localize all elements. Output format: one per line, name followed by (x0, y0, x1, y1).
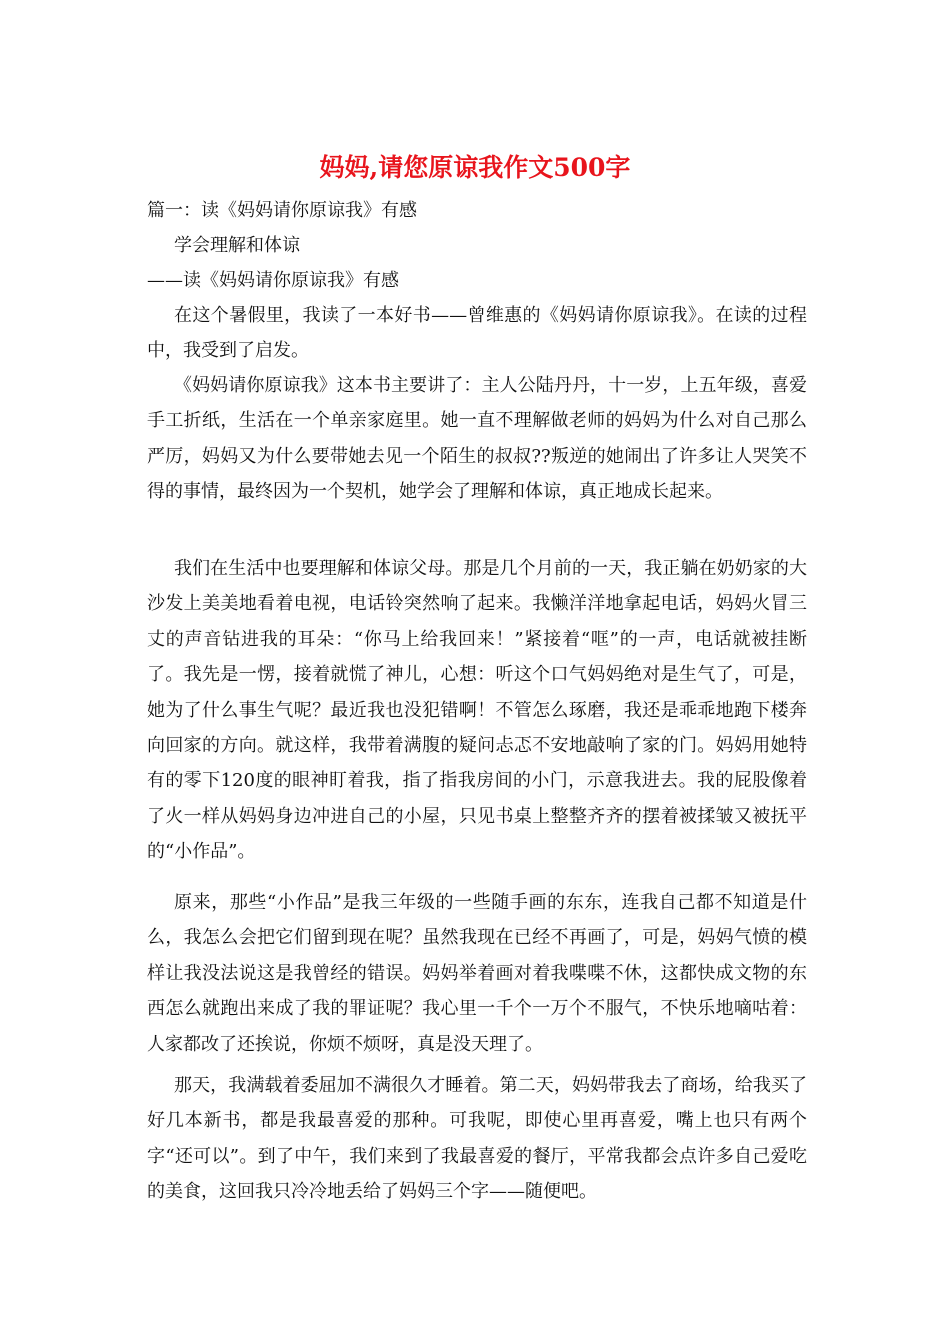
body-paragraph: 那天，我满载着委屈加不满很久才睡着。第二天，妈妈带我去了商场，给我买了好几本新书，都是我最喜爱的那种。可我呢，即使心里再喜爱，嘴上也只有两个字“还可以”。到了中午，我们来到了我最喜爱的餐厅，平常我都会点许多自己爱吃的美食，这回我只冷冷地丢给了妈妈三个字——随便吧。 (147, 1075, 807, 1203)
body-paragraph: 我们在生活中也要理解和体谅父母。那是几个月前的一天，我正躺在奶奶家的大沙发上美美地看着电视，电话铃突然响了起来。我懒洋洋地拿起电话，妈妈火冒三丈的声音钻进我的耳朵：“你马上给我回来！”紧接着“哐”的一声，电话就被挂断了。我先是一愣，接着就慌了神儿，心想：听这个口气妈妈绝对是生气了，可是，她为了什么事生气呢？最近我也没犯错啊！不管怎么琢磨，我还是乖乖地跑下楼奔向回家的方向。就这样，我带着满腹的疑问忐忑不安地敲响了家的门。妈妈用她特有的零下120度的眼神盯着我，指了指我房间的小门，示意我进去。我的屁股像着了火一样从妈妈身边冲进自己的小屋，只见书桌上整整齐齐的摆着被揉皱又被抚平的“小作品”。 (147, 558, 807, 863)
body-paragraph: 原来，那些“小作品”是我三年级的一些随手画的东东，连我自己都不知道是什么，我怎么会把它们留到现在呢？虽然我现在已经不再画了，可是，妈妈气愤的模样让我没法说这是我曾经的错误。妈妈举着画对着我喋喋不休，这都快成文物的东西怎么就跑出来成了我的罪证呢？我心里一千个一万个不服气，不快乐地嘀咕着：人家都改了还挨说，你烦不烦呀，真是没天理了。 (147, 892, 807, 1055)
section-heading: 篇一：读《妈妈请你原谅我》有感 (147, 200, 417, 221)
essay-subtitle: ——读《妈妈请你原谅我》有感 (147, 270, 399, 291)
body-paragraph: 在这个暑假里，我读了一本好书——曾维惠的《妈妈请你原谅我》。在读的过程中，我受到了启发。 (147, 305, 807, 362)
essay-title: 学会理解和体谅 (174, 235, 300, 256)
body-paragraph: 《妈妈请你原谅我》这本书主要讲了：主人公陆丹丹，十一岁，上五年级，喜爱手工折纸，生活在一个单亲家庭里。她一直不理解做老师的妈妈为什么对自己那么严厉，妈妈又为什么要带她去见一个陌生的叔叔??叛逆的她闹出了许多让人哭笑不得的事情，最终因为一个契机，她学会了理解和体谅，真正地成长起来。 (147, 375, 807, 503)
document-title: 妈妈,请您原谅我作文500字 (319, 153, 631, 182)
